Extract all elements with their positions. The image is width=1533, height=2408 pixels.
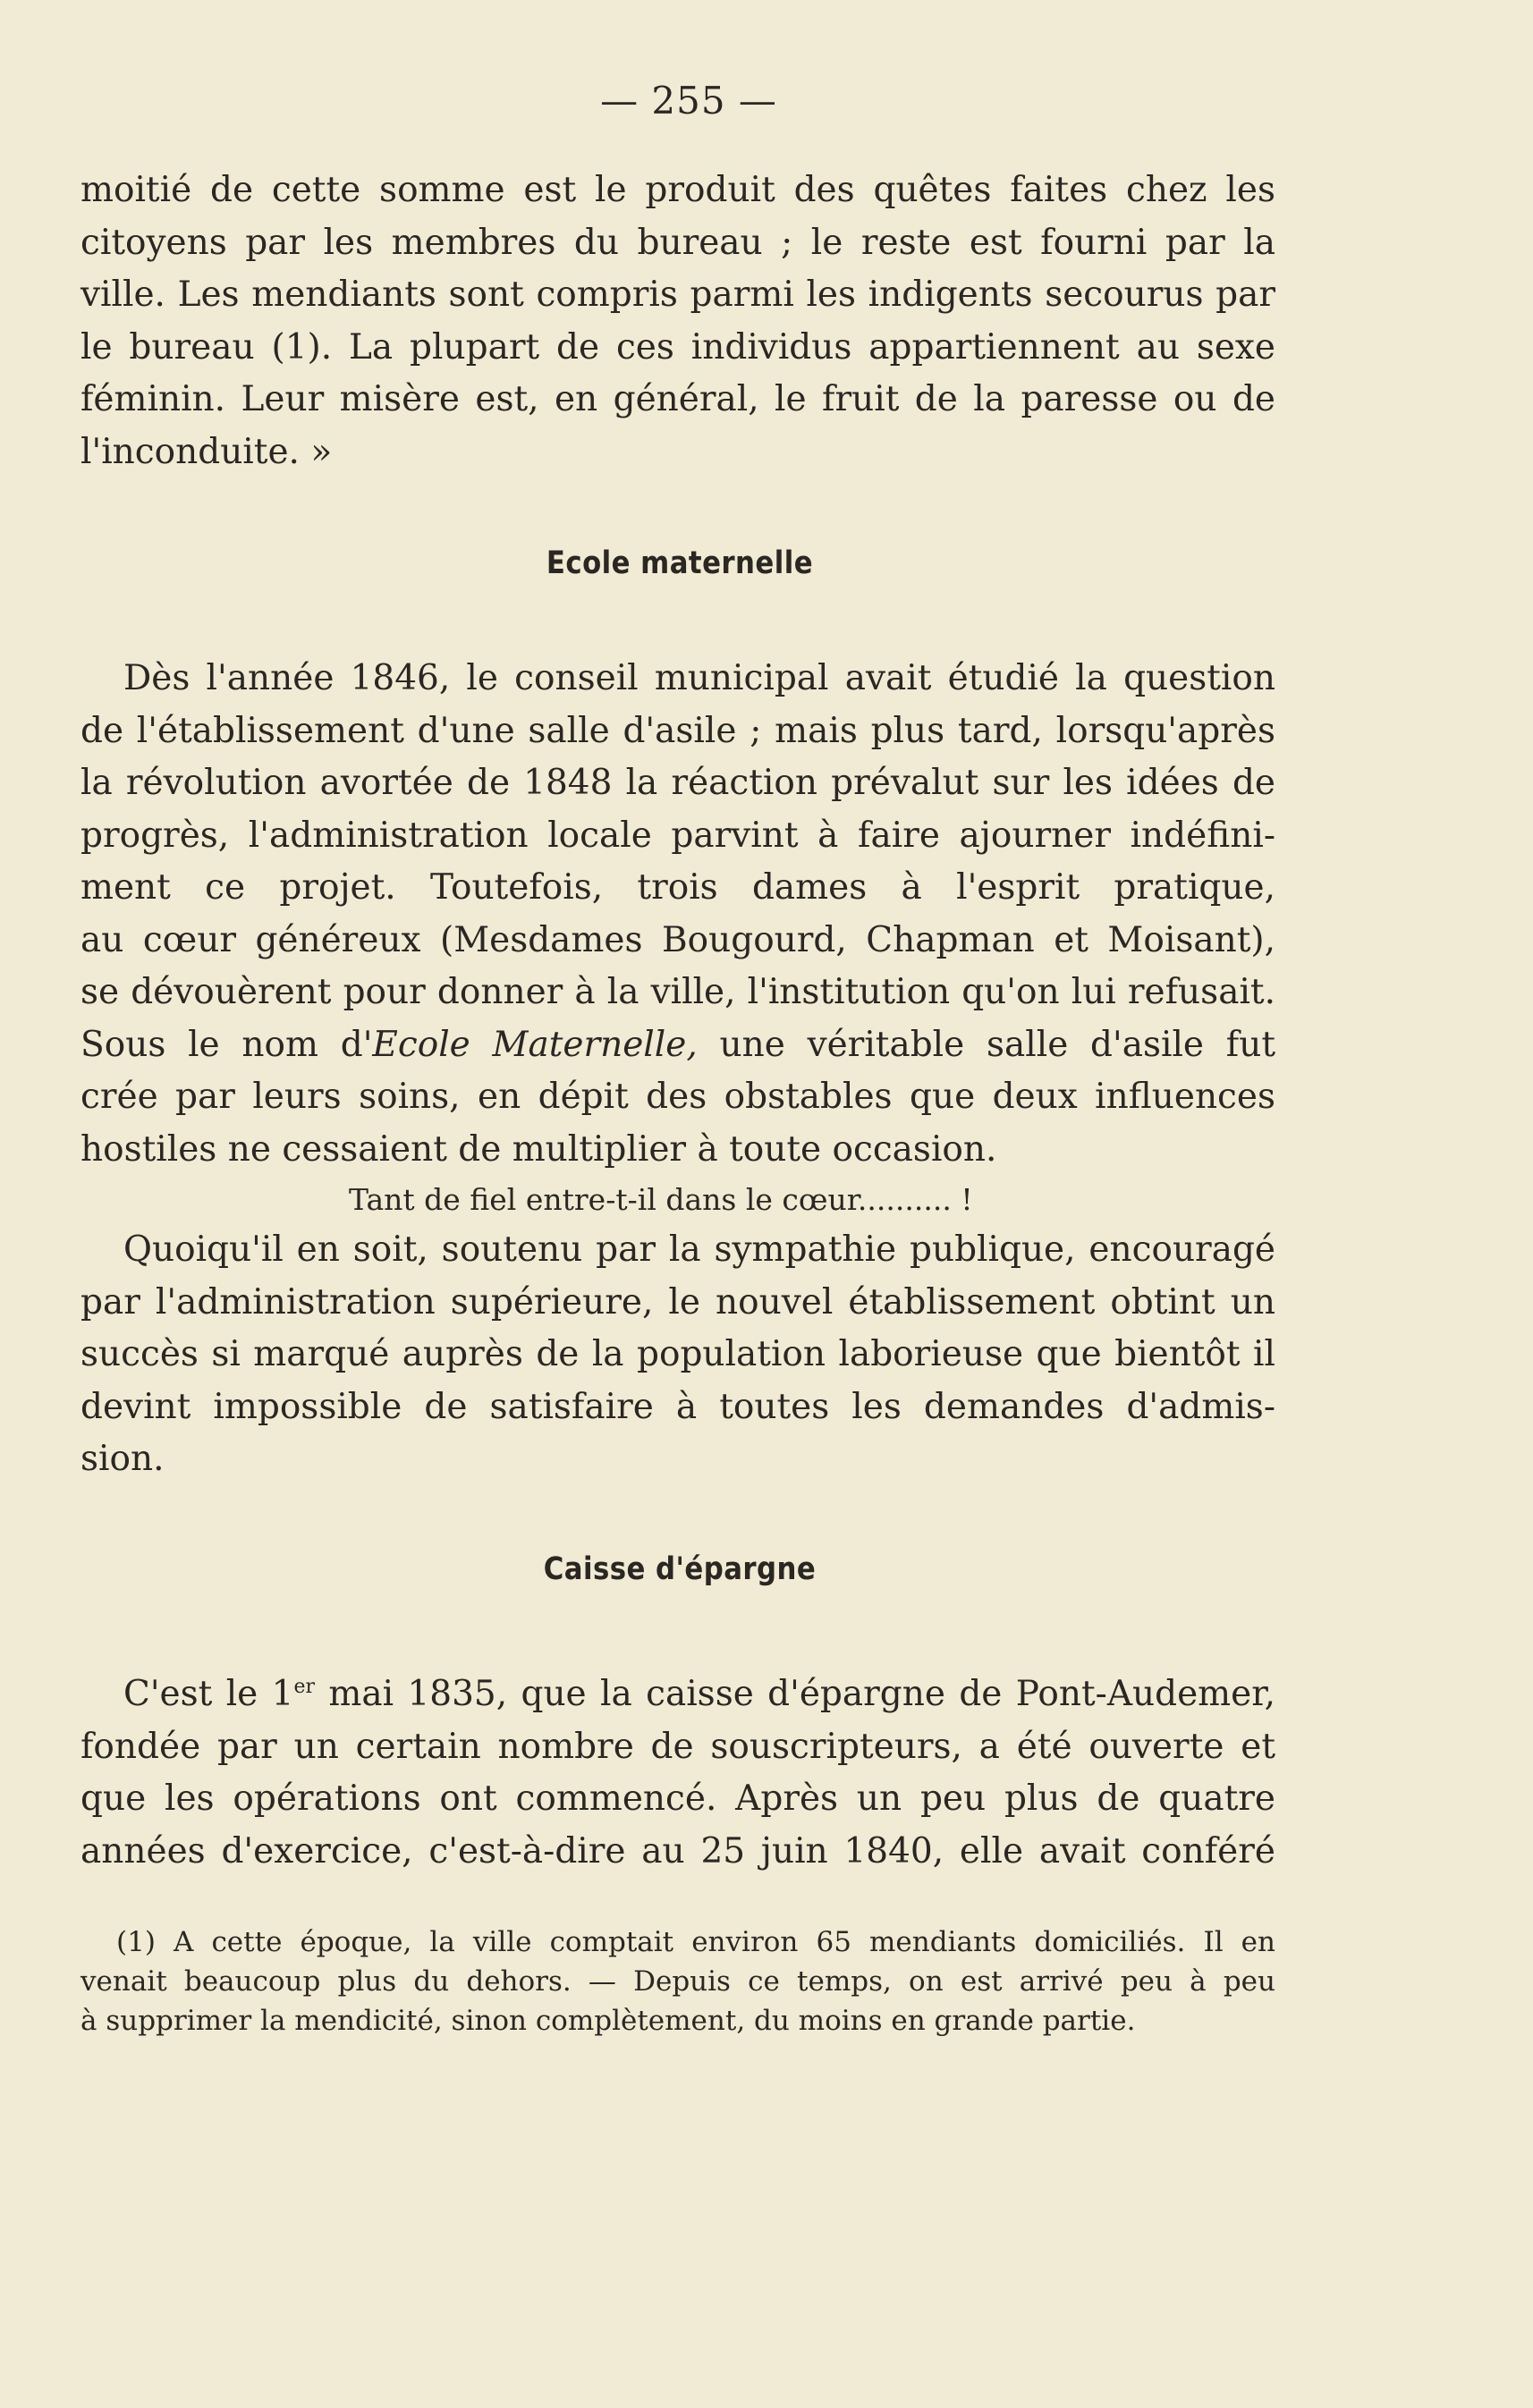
text-line: Quoiqu'il en soit, soutenu par la sympathie publique, encouragé (123, 1229, 1275, 1270)
text-line: crée par leurs soins, en dépit des obstables que deux influences (80, 1077, 1275, 1117)
footnote (80, 1922, 1275, 2040)
text-line: citoyens par les membres du bureau ; le reste est fourni par la (80, 222, 1275, 263)
text-line: moitié de cette somme est le produit des quêtes faites chez les (80, 170, 1275, 210)
quotation-line: Tant de fiel entre-t-il dans le cœur.......... ! (349, 1182, 973, 1217)
footnote-line: (1) A cette époque, la ville comptait environ 65 mendiants domiciliés. Il en (116, 1926, 1275, 1958)
italic-title: Ecole Maternelle, (372, 1024, 698, 1065)
text-line: par l'administration supérieure, le nouvel établissement obtint un (80, 1281, 1275, 1322)
text-line: que les opérations ont commencé. Après un peu plus de quatre (80, 1779, 1275, 1819)
text-line: Dès l'année 1846, le conseil municipal avait étudié la question (123, 658, 1275, 698)
text-line: ville. Les mendiants sont compris parmi les indigents secourus par (80, 275, 1275, 315)
text-line: la révolution avortée de 1848 la réaction prévalut sur les idées de (80, 763, 1275, 803)
text-line: succès si marqué auprès de la population laborieuse que bientôt il (80, 1334, 1275, 1374)
intro-paragraph (80, 165, 1275, 478)
text-line: au cœur généreux (Mesdames Bougourd, Chapman et Moisant), (80, 919, 1275, 960)
text-line: années d'exercice, c'est-à-dire au 25 juin 1840, elle avait conféré (80, 1830, 1275, 1871)
text-line: féminin. Leur misère est, en général, le fruit de la paresse ou de (80, 379, 1275, 419)
ecole-maternelle-paragraph (80, 653, 1275, 1486)
text-span: mai 1835, que la caisse d'épargne de Pont-Audemer, (315, 1674, 1275, 1714)
text-line (80, 1019, 1275, 1072)
text-line (80, 1669, 1275, 1721)
text-line: l'inconduite. » (80, 431, 333, 472)
text-line: de l'établissement d'une salle d'asile ; mais plus tard, lorsqu'après (80, 710, 1275, 751)
section-heading-caisse-epargne: Caisse d'épargne (543, 1551, 817, 1587)
text-line: devint impossible de satisfaire à toutes les demandes d'admis- (80, 1386, 1275, 1427)
footnote-line: venait beaucoup plus du dehors. — Depuis ce temps, on est arrivé peu à peu (80, 1965, 1275, 1998)
text-span: C'est le 1 (123, 1674, 294, 1714)
text-line: le bureau (1). La plupart de ces individus appartiennent au sexe (80, 326, 1275, 368)
text-line: hostiles ne cessaient de multiplier à toute occasion. (80, 1128, 997, 1170)
text-span: une véritable salle d'asile fut (697, 1024, 1275, 1065)
section-heading-ecole-maternelle: Ecole maternelle (546, 545, 814, 581)
text-line: progrès, l'administration locale parvint à faire ajourner indéfini- (80, 815, 1275, 856)
caisse-epargne-paragraph (80, 1669, 1275, 1878)
text-line: ment ce projet. Toutefois, trois dames à l'esprit pratique, (80, 867, 1275, 908)
footnote-line: à supprimer la mendicité, sinon complètement, du moins en grande partie. (80, 2005, 1136, 2037)
text-span: Sous le nom d' (80, 1024, 373, 1065)
text-line: fondée par un certain nombre de souscripteurs, a été ouverte et (80, 1726, 1275, 1767)
text-line: sion. (80, 1439, 165, 1479)
text-line: se dévouèrent pour donner à la ville, l'institution qu'on lui refusait. (80, 972, 1275, 1012)
ordinal-superscript: er (293, 1676, 315, 1698)
page-number: — 255 — (600, 79, 777, 123)
